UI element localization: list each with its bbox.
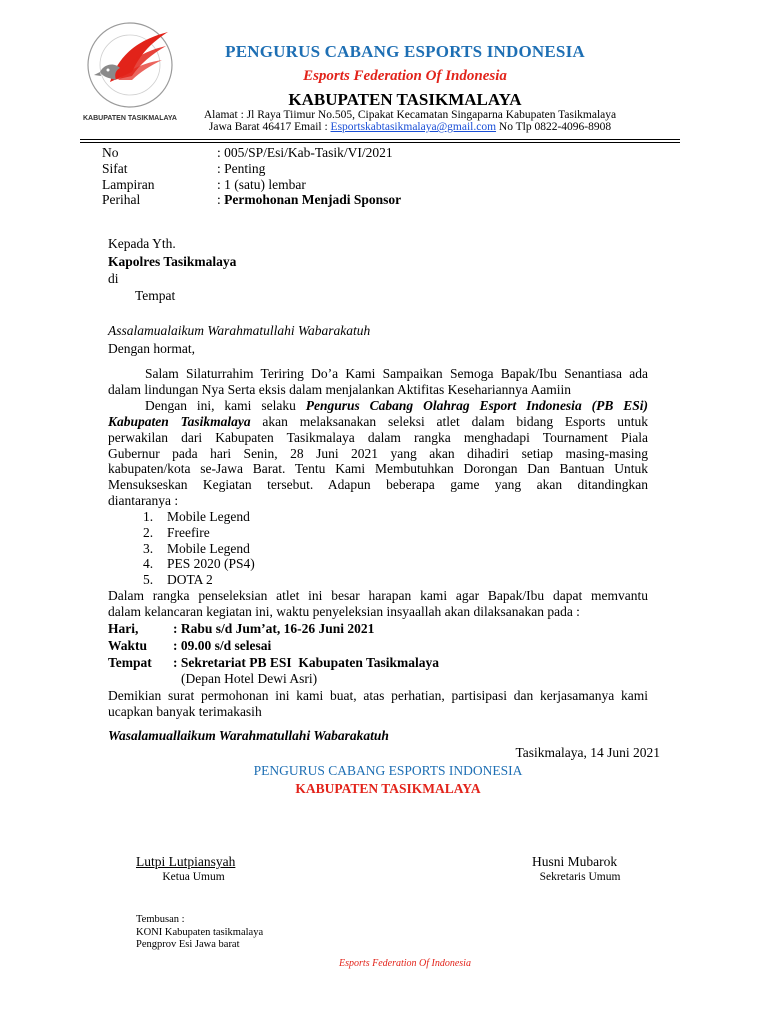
list-item	[143, 556, 443, 572]
list-item	[143, 541, 443, 557]
address-line-2	[175, 121, 645, 133]
signatory-chair-role: Ketua Umum	[162, 871, 225, 883]
salam-closing: Wasalamuallaikum Warahmatullahi Wabarakatuh	[108, 728, 389, 743]
address-line-1: Alamat : Jl Raya Tiimur No.505, Cipakat Kecamatan Singaparna Kabupaten Tasikmalaya	[203, 109, 617, 121]
meta-key: Perihal	[102, 192, 141, 207]
org-name: PENGURUS CABANG ESPORTS INDONESIA	[225, 42, 585, 61]
logo-caption: KABUPATEN TASIKMALAYA	[83, 115, 177, 122]
recipient-name: Kapolres Tasikmalaya	[108, 254, 237, 269]
meta-value: : 005/SP/Esi/Kab-Tasik/VI/2021	[217, 145, 393, 160]
list-item	[143, 509, 443, 525]
esports-logo	[70, 20, 190, 125]
para3-line1: Dalam rangka penseleksian atlet ini besar harapan kami agar Bapak/Ibu dapat memvantu	[108, 588, 648, 603]
list-number: 4.	[143, 556, 154, 572]
email-link[interactable]: Esportskabtasikmalaya@gmail.com	[330, 121, 497, 133]
games-list	[143, 509, 443, 588]
para2-line7: diantaranya :	[108, 493, 179, 508]
footer-org-name: PENGURUS CABANG ESPORTS INDONESIA	[253, 763, 523, 778]
meta-key: Sifat	[102, 161, 128, 176]
para2-line4: Gubernur pada hari Senin, 28 Juni 2021 yang akan dihadiri setiap masing-masing	[108, 446, 648, 461]
cc-label: Tembusan :	[136, 914, 185, 925]
schedule-place-note: (Depan Hotel Dewi Asri)	[181, 671, 318, 686]
list-number: 1.	[143, 509, 154, 524]
meta-value: : Penting	[217, 161, 266, 176]
closing-line2: ucapkan banyak terimakasih	[108, 704, 262, 719]
para2-rest: akan melaksanakan seleksi atlet dalam bidang Esports untuk	[250, 414, 648, 429]
recipient-place: Tempat	[135, 288, 176, 303]
signatory-secretary-name: Husni Mubarok	[532, 854, 618, 869]
game-name: Mobile Legend	[167, 540, 250, 556]
opening-greeting: Dengan hormat,	[108, 341, 195, 356]
cc-item: KONI Kabupaten tasikmalaya	[136, 927, 264, 938]
list-number: 3.	[143, 540, 154, 556]
footer-org-region: KABUPATEN TASIKMALAYA	[295, 781, 481, 796]
game-name: Freefire	[167, 524, 210, 540]
cc-item: Pengprov Esi Jawa barat	[136, 939, 240, 950]
schedule-day-value: : Rabu s/d Jum’at, 16-26 Juni 2021	[173, 621, 375, 636]
subject-text: Permohonan Menjadi Sponsor	[224, 192, 402, 207]
meta-key: Lampiran	[102, 177, 155, 192]
salam-opening: Assalamualaikum Warahmatullahi Wabarakatuh	[108, 323, 371, 338]
meta-value: : 1 (satu) lembar	[217, 177, 306, 192]
list-number: 5.	[143, 572, 154, 588]
para1-line2: dalam lindungan Nya Serta eksis dalam menjalankan Aktifitas Kesehariannya Aamiin	[108, 382, 571, 397]
para3-line2: dalam kelancaran kegiatan ini, waktu penyeleksian insyaallah akan dilaksanakan pada :	[108, 604, 580, 619]
header-divider-thin	[80, 142, 680, 143]
list-number: 2.	[143, 524, 154, 540]
header-divider	[80, 139, 680, 140]
footer-tagline: Esports Federation Of Indonesia	[339, 958, 471, 969]
recipient-di: di	[108, 271, 119, 286]
recipient-greeting: Kepada Yth.	[108, 236, 176, 251]
para2-line1	[145, 398, 648, 414]
schedule-place-value: : Sekretariat PB ESI Kabupaten Tasikmalaya	[173, 655, 440, 670]
para2-lead: Dengan ini, kami selaku	[145, 398, 306, 413]
schedule-day-label: Hari,	[108, 621, 139, 636]
phone-number: No Tlp 0822-4096-8908	[496, 121, 612, 133]
closing-line1: Demikian surat permohonan ini kami buat, atas perhatian, partisipasi dan kerjasamanya kami	[108, 688, 648, 703]
meta-key: No	[102, 145, 119, 160]
meta-value	[217, 192, 401, 208]
para1-line1: Salam Silaturrahim Teriring Do’a Kami Sampaikan Semoga Bapak/Ibu Senantiasa ada	[145, 366, 648, 381]
date-place: Tasikmalaya, 14 Juni 2021	[515, 745, 660, 760]
para2-line6: Mensukseskan Kegiatan tersebut. Adapun beberapa game yang akan ditandingkan	[108, 477, 648, 492]
signatory-secretary-role: Sekretaris Umum	[539, 871, 621, 883]
list-item	[143, 572, 443, 588]
para2-line3: perwakilan dari Kabupaten Tasikmalaya dalam rangka menghadapi Tournament Piala	[108, 430, 648, 445]
meta-colon: :	[217, 192, 225, 207]
game-name: DOTA 2	[167, 572, 213, 588]
signatory-chair-name: Lutpi Lutpiansyah	[136, 854, 236, 869]
address-prefix: Jawa Barat 46417 Email :	[208, 121, 331, 133]
federation-name: Esports Federation Of Indonesia	[303, 68, 507, 84]
game-name: Mobile Legend	[167, 509, 250, 524]
list-item	[143, 525, 443, 541]
org-region: KABUPATEN TASIKMALAYA	[288, 90, 522, 109]
schedule-time-label: Waktu	[108, 638, 148, 653]
region-name: Kabupaten Tasikmalaya	[108, 414, 251, 429]
schedule-place-label: Tempat	[108, 655, 152, 670]
para2-line2	[108, 414, 648, 430]
para2-line5: kabupaten/kota se-Jawa Barat. Tentu Kami Membutuhkan Dorongan Dan Bantuan Untuk	[108, 461, 648, 476]
esports-eagle-logo-icon	[70, 20, 190, 125]
org-full-name: Pengurus Cabang Olahrag Esport Indonesia (PB ESi)	[305, 398, 649, 413]
schedule-time-value: : 09.00 s/d selesai	[173, 638, 272, 653]
game-name: PES 2020 (PS4)	[167, 556, 255, 572]
